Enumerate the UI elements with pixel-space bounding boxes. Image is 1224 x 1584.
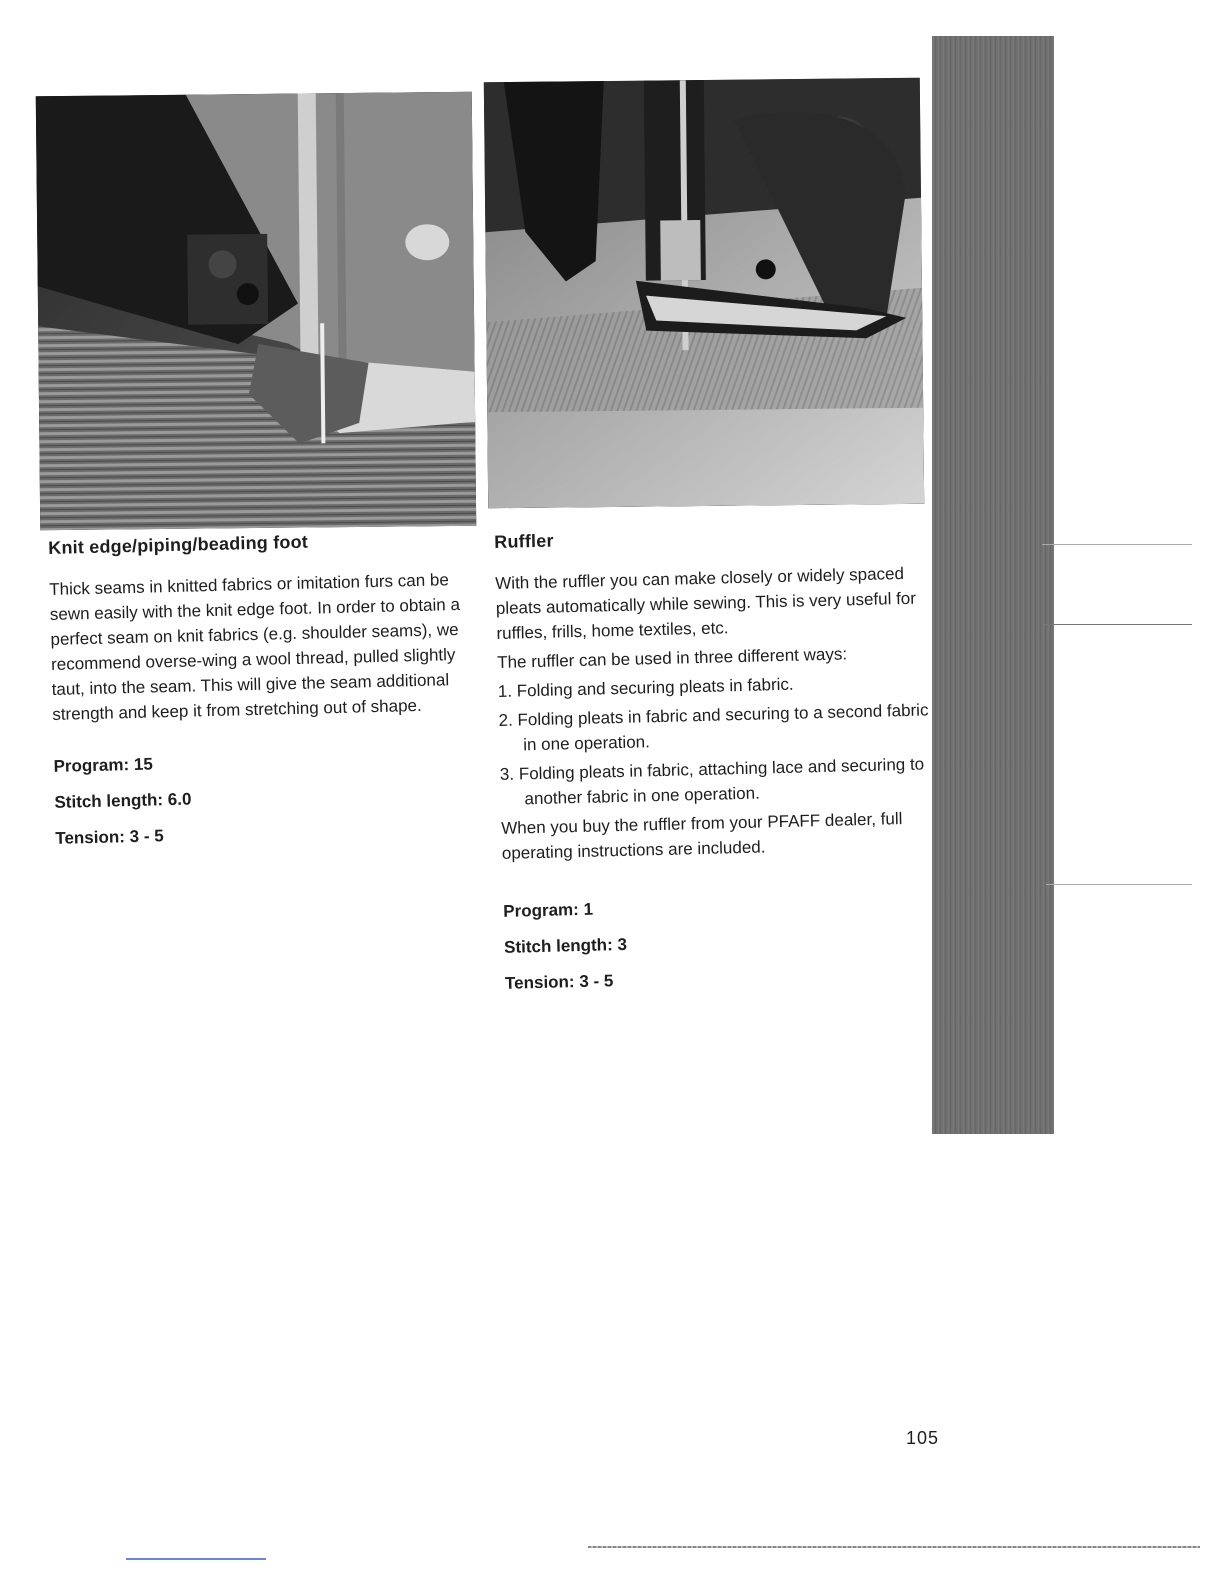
ruffler-photo — [484, 78, 924, 509]
section-heading: Knit edge/piping/beading foot — [48, 531, 309, 558]
setting-label: Program: — [503, 900, 580, 921]
settings-list — [53, 744, 495, 851]
list-item: 1. Folding and securing pleats in fabric. — [497, 674, 794, 701]
setting-stitch-length — [504, 925, 944, 960]
setting-label: Stitch length: — [503, 935, 613, 957]
scan-mark — [126, 1558, 266, 1560]
setting-value: 3 — [617, 934, 628, 955]
setting-tension — [505, 961, 945, 996]
margin-rule — [1046, 884, 1192, 885]
list-item: 3. Folding pleats in fabric, attaching lace and securing to another fabric in one operation. — [499, 754, 925, 809]
setting-value: 3 - 5 — [579, 971, 614, 992]
setting-label: Program: — [53, 755, 130, 776]
section-body: Thick seams in knitted fabrics or imitation furs can be sewn easily with the knit edge foot. In order to obtain a perfect seam on knit fabrics (e.g. shoulder seams), we recommend overse-wing a wool thread, pulled slightly taut, into the seam. This will give the seam additional strength and keep it from stretching out of shape. — [49, 570, 461, 724]
setting-label: Tension: — [504, 972, 575, 993]
knit-edge-foot-photo — [36, 92, 477, 531]
setting-program — [53, 744, 493, 779]
settings-list — [503, 889, 945, 996]
scan-edge-line — [588, 1546, 1200, 1548]
ruffler-section — [494, 521, 945, 1008]
setting-value: 3 - 5 — [129, 826, 164, 847]
setting-stitch-length — [54, 780, 494, 815]
setting-label: Stitch length: — [54, 790, 164, 812]
side-tab-bar — [932, 36, 1054, 1134]
section-lead: The ruffler can be used in three different ways: — [496, 644, 848, 672]
knit-edge-foot-illustration — [36, 92, 477, 531]
setting-value: 15 — [133, 754, 154, 774]
page-number: 105 — [906, 1428, 940, 1448]
ruffler-illustration — [484, 78, 924, 509]
section-intro: With the ruffler you can make closely or widely spaced pleats automatically while sewing. This is very useful for ruffles, frills, home textiles, etc. — [495, 563, 917, 643]
knit-edge-foot-section — [48, 527, 496, 863]
list-item: 2. Folding pleats in fabric and securing to a second fabric in one operation. — [498, 700, 929, 755]
setting-tension — [55, 816, 495, 851]
margin-rule — [1042, 544, 1192, 545]
setting-value: 1 — [583, 899, 594, 919]
margin-rule — [1042, 624, 1192, 625]
setting-label: Tension: — [55, 827, 126, 848]
setting-program — [503, 889, 943, 924]
section-heading: Ruffler — [494, 530, 554, 552]
setting-value: 6.0 — [167, 789, 192, 810]
section-note: When you buy the ruffler from your PFAFF dealer, full operating instructions are included. — [501, 809, 903, 863]
usage-list — [498, 668, 941, 812]
